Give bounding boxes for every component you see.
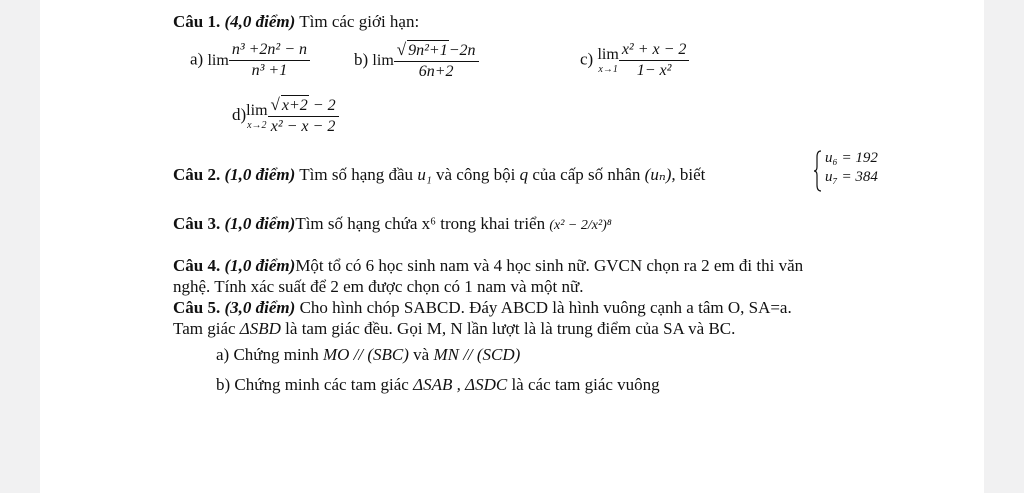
q1b-radicand: 9n²+1 [408,42,448,59]
q3-expression: (x² − 2/x²)⁸ [549,218,612,233]
q1d-denominator: x² − x − 2 [270,118,336,135]
q4-line2: nghệ. Tính xác suất để 2 em được chọn có 1 nam và một nữ. [173,277,584,296]
q1b-numerator: √ 9n²+1−2n [394,40,479,62]
q1c-denominator: 1− x² [636,62,672,79]
q2 [173,165,705,185]
document-page [40,0,984,493]
q1b [354,40,479,82]
q1d-radicand: x+2 [281,97,308,114]
q5-line2 [173,319,735,339]
q1d-num-rest: − 2 [312,97,336,114]
q4-points: (1,0 điểm) [224,256,296,275]
q2-eq2: u₇ = 384 [825,169,878,185]
q4-text-line1: Một tổ có 6 học sinh nam và 4 học sinh nữ. GVCN chọn ra 2 em đi thi văn [295,256,804,275]
q1d-label: d) [232,104,247,124]
q1a [190,40,310,81]
q2-sequence: (uₙ), [644,165,676,184]
q5-line2-pre: Tam giác [173,319,236,338]
q5a-pre: a) Chứng minh [216,345,319,364]
q5b [216,375,660,395]
q1a-label: a) [190,49,204,69]
q5b-pre: b) Chứng minh các tam giác [216,375,409,394]
q1-points: (4,0 điểm) [224,12,296,31]
q1b-label: b) [354,49,369,69]
q1c-lim: lim x→1 [597,46,619,75]
q1c-label: c) [580,49,594,69]
q5-triangle-sbd: ΔSBD [239,319,281,338]
q5-label: Câu 5. [173,298,221,317]
q2-points: (1,0 điểm) [224,165,296,184]
q1b-num-rest: −2n [448,42,476,59]
left-brace-icon [813,149,823,193]
q4-line1 [173,256,803,276]
q5b-math: ΔSAB , ΔSDC [413,375,508,394]
q1b-fraction [394,40,479,82]
q1-label: Câu 1. [173,12,221,31]
q3-text: Tìm số hạng chứa x⁶ trong khai triển [295,214,546,233]
q1b-denominator: 6n+2 [418,63,454,80]
q2-text4: biết [679,165,706,184]
q3-label: Câu 3. [173,214,221,233]
q2-text1: Tìm số hạng đầu [299,165,414,184]
q1-header [173,12,419,32]
q1b-lim: lim [372,52,394,69]
q1a-fraction [229,40,310,81]
q5-text-line1: Cho hình chóp SABCD. Đáy ABCD là hình vuông cạnh a tâm O, SA=a. [299,298,792,317]
q1a-lim: lim [207,51,229,69]
q1c-numerator: x² + x − 2 [619,40,690,61]
q2-var-q: q [519,165,529,184]
q5-line1 [173,298,792,318]
q1-text: Tìm các giới hạn: [299,12,420,31]
q4-label: Câu 4. [173,256,221,275]
q2-eq1: u₆ = 192 [825,150,878,166]
q2-text3: của cấp số nhân [532,165,641,184]
q3 [173,214,612,236]
q5b-post: là các tam giác vuông [511,375,660,394]
q1d-fraction [268,95,339,137]
q1c-fraction [619,40,690,81]
q1a-numerator: n³ +2n² − n [229,40,310,61]
q2-var-u1: u₁ [417,165,432,184]
q5-points: (3,0 điểm) [224,298,296,317]
q1d [232,95,339,137]
q5-line2-post: là tam giác đều. Gọi M, N lần lượt là là trung điểm của SA và BC. [285,319,736,338]
q2-text2: và công bội [435,165,516,184]
q5a [216,345,520,365]
q1d-numerator: √ x+2 − 2 [268,95,339,117]
q3-points: (1,0 điểm) [224,214,296,233]
q5a-mid: và [413,345,430,364]
q1a-denominator: n³ +1 [251,62,288,79]
q1c [580,40,689,81]
q1d-lim: lim x→2 [246,101,268,131]
q5a-math1: MO // (SBC) [322,345,409,364]
q2-label: Câu 2. [173,165,221,184]
q5a-math2: MN // (SCD) [433,345,521,364]
